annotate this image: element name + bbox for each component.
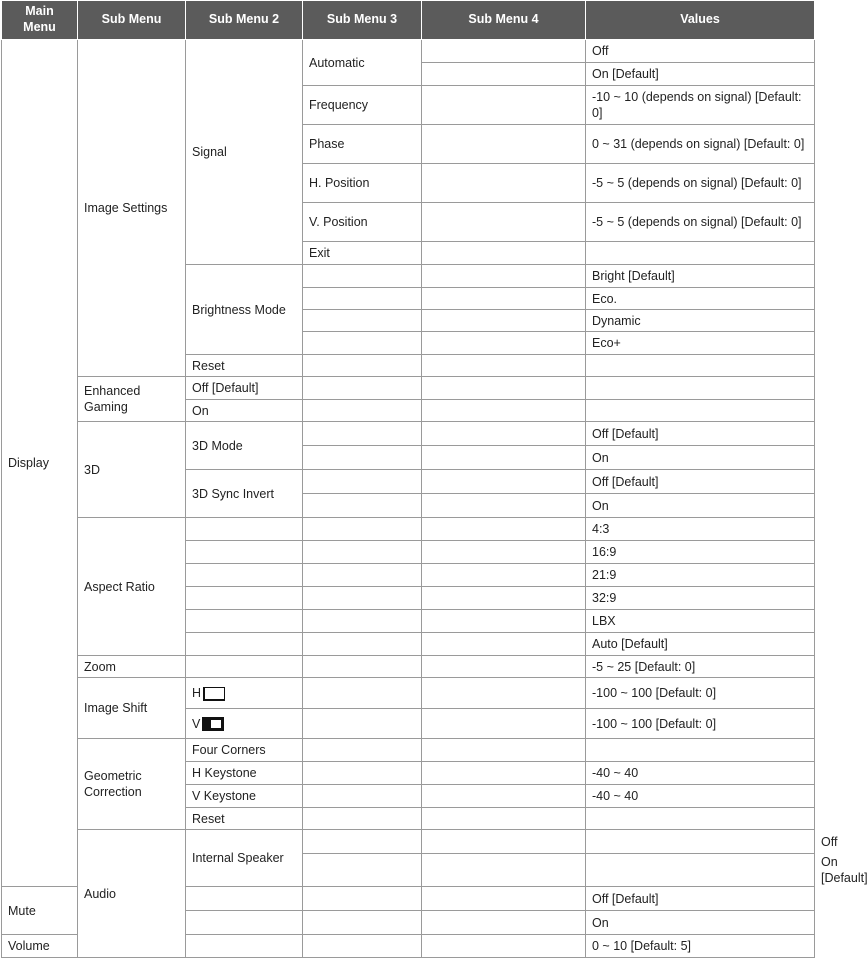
sub-menu-2-cell — [303, 830, 422, 854]
value-cell — [586, 355, 815, 377]
sub-menu-3-frequency: Frequency — [303, 86, 422, 125]
sub-menu-4-cell — [422, 164, 586, 203]
sub-menu-4-cell — [422, 739, 586, 762]
sub-menu-2-3d-mode: 3D Mode — [186, 422, 303, 470]
sub-menu-geometric-correction: Geometric Correction — [78, 739, 186, 830]
value-cell — [586, 808, 815, 830]
value-cell: 0 ~ 10 [Default: 5] — [586, 935, 815, 958]
value-cell: 0 ~ 31 (depends on signal) [Default: 0] — [586, 125, 815, 164]
value-cell: -10 ~ 10 (depends on signal) [Default: 0] — [586, 86, 815, 125]
header-main-menu: Main Menu — [2, 1, 78, 40]
sub-menu-3-cell — [303, 422, 422, 446]
sub-menu-3-cell — [303, 739, 422, 762]
value-cell: -100 ~ 100 [Default: 0] — [586, 678, 815, 709]
sub-menu-2-cell — [186, 633, 303, 656]
sub-menu-2-3d-sync-invert: 3D Sync Invert — [186, 470, 303, 518]
sub-menu-mute: Mute — [2, 887, 78, 935]
sub-menu-2-cell — [186, 541, 303, 564]
sub-menu-3-cell — [303, 762, 422, 785]
sub-menu-2-signal: Signal — [186, 40, 303, 265]
table-row — [2, 739, 815, 762]
sub-menu-3-cell — [303, 446, 422, 470]
sub-menu-2-v — [186, 709, 303, 739]
sub-menu-2-four-corners: Four Corners — [186, 739, 303, 762]
sub-menu-2-h — [186, 678, 303, 709]
sub-menu-4-cell — [422, 610, 586, 633]
h-label: H — [192, 686, 202, 700]
sub-menu-4-cell — [422, 125, 586, 164]
value-cell: Off [Default] — [586, 887, 815, 911]
sub-menu-4-cell — [422, 40, 586, 63]
main-menu-display: Display — [2, 40, 78, 887]
sub-menu-3-cell — [303, 332, 422, 355]
sub-menu-3-cell — [303, 678, 422, 709]
table-row — [2, 40, 815, 63]
sub-menu-3-cell — [303, 564, 422, 587]
sub-menu-image-settings: Image Settings — [78, 40, 186, 377]
sub-menu-2-brightness-mode: Brightness Mode — [186, 265, 303, 355]
sub-menu-3-cell — [422, 830, 586, 854]
sub-menu-2-cell — [186, 564, 303, 587]
value-cell: Auto [Default] — [586, 633, 815, 656]
sub-menu-4-cell — [586, 830, 815, 854]
sub-menu-2-h-keystone: H Keystone — [186, 762, 303, 785]
sub-menu-4-cell — [422, 564, 586, 587]
value-cell: Off [Default] — [586, 422, 815, 446]
h-shift-icon — [203, 687, 225, 701]
sub-menu-4-cell — [422, 86, 586, 125]
value-cell: Off [Default] — [586, 470, 815, 494]
sub-menu-4-cell — [422, 808, 586, 830]
value-cell: Off — [586, 40, 815, 63]
main-menu-audio: Audio — [78, 830, 186, 958]
sub-menu-4-cell — [422, 242, 586, 265]
sub-menu-3-cell — [422, 854, 586, 887]
sub-menu-2-cell — [186, 610, 303, 633]
value-cell: -40 ~ 40 — [586, 785, 815, 808]
sub-menu-3-cell — [303, 310, 422, 332]
value-cell — [586, 242, 815, 265]
value-cell: On [Default] — [586, 63, 815, 86]
sub-menu-2-cell — [303, 854, 422, 887]
table-row — [2, 656, 815, 678]
sub-menu-2-cell — [186, 518, 303, 541]
sub-menu-4-cell — [422, 400, 586, 422]
sub-menu-3d: 3D — [78, 422, 186, 518]
sub-menu-3-cell — [303, 587, 422, 610]
sub-menu-4-cell — [422, 355, 586, 377]
sub-menu-4-cell — [422, 377, 586, 400]
sub-menu-3-cell — [303, 355, 422, 377]
value-cell: 16:9 — [586, 541, 815, 564]
sub-menu-3-cell — [303, 400, 422, 422]
value-cell: Eco+ — [586, 332, 815, 355]
sub-menu-3-v-position: V. Position — [303, 203, 422, 242]
value-cell: Bright [Default] — [586, 265, 815, 288]
sub-menu-volume: Volume — [2, 935, 78, 958]
sub-menu-2-reset: Reset — [186, 808, 303, 830]
table-row — [2, 678, 815, 709]
header-values: Values — [586, 1, 815, 40]
table-row — [2, 518, 815, 541]
value-cell: LBX — [586, 610, 815, 633]
table-row — [2, 377, 815, 400]
sub-menu-4-cell — [422, 541, 586, 564]
value-cell: -40 ~ 40 — [586, 762, 815, 785]
value-cell: 4:3 — [586, 518, 815, 541]
sub-menu-3-cell — [303, 494, 422, 518]
value-cell: -100 ~ 100 [Default: 0] — [586, 709, 815, 739]
table-row: On [Default] — [2, 854, 815, 887]
value-cell: -5 ~ 5 (depends on signal) [Default: 0] — [586, 164, 815, 203]
sub-menu-2-cell — [186, 887, 303, 911]
sub-menu-4-cell — [422, 288, 586, 310]
sub-menu-3-automatic: Automatic — [303, 40, 422, 86]
v-label: V — [192, 716, 201, 731]
table-row — [2, 422, 815, 446]
sub-menu-3-cell — [303, 377, 422, 400]
header-sub-menu-4: Sub Menu 4 — [422, 1, 586, 40]
header-sub-menu-2: Sub Menu 2 — [186, 1, 303, 40]
sub-menu-3-phase: Phase — [303, 125, 422, 164]
sub-menu-4-cell — [422, 203, 586, 242]
value-cell: 21:9 — [586, 564, 815, 587]
value-cell: -5 ~ 25 [Default: 0] — [586, 656, 815, 678]
value-cell: On — [586, 494, 815, 518]
sub-menu-4-cell — [422, 587, 586, 610]
sub-menu-3-cell — [303, 656, 422, 678]
sub-menu-4-cell — [422, 518, 586, 541]
menu-table — [1, 0, 868, 958]
value-cell: 32:9 — [586, 587, 815, 610]
sub-menu-4-cell — [422, 709, 586, 739]
value-cell: On — [586, 446, 815, 470]
sub-menu-enhanced-gaming: Enhanced Gaming — [78, 377, 186, 422]
sub-menu-2-cell — [186, 911, 303, 935]
sub-menu-4-cell — [422, 494, 586, 518]
v-shift-icon — [202, 717, 224, 731]
value-cell: Dynamic — [586, 310, 815, 332]
sub-menu-4-cell — [422, 762, 586, 785]
value-cell: On — [586, 911, 815, 935]
sub-menu-3-cell — [303, 935, 422, 958]
sub-menu-image-shift: Image Shift — [78, 678, 186, 739]
value-cell — [586, 400, 815, 422]
sub-menu-3-cell — [303, 785, 422, 808]
sub-menu-3-cell — [303, 808, 422, 830]
sub-menu-3-cell — [303, 709, 422, 739]
sub-menu-2-off: Off [Default] — [186, 377, 303, 400]
sub-menu-4-cell — [422, 422, 586, 446]
sub-menu-4-cell — [422, 656, 586, 678]
sub-menu-4-cell — [422, 633, 586, 656]
sub-menu-4-cell — [586, 854, 815, 887]
value-cell: -5 ~ 5 (depends on signal) [Default: 0] — [586, 203, 815, 242]
sub-menu-3-exit: Exit — [303, 242, 422, 265]
sub-menu-2-reset: Reset — [186, 355, 303, 377]
header-row — [2, 1, 815, 40]
value-cell — [586, 739, 815, 762]
table-row: Audio Internal Speaker Off — [2, 830, 815, 854]
sub-menu-3-cell — [303, 887, 422, 911]
sub-menu-4-cell — [422, 265, 586, 288]
sub-menu-4-cell — [422, 470, 586, 494]
sub-menu-3-cell — [303, 518, 422, 541]
sub-menu-3-cell — [303, 288, 422, 310]
sub-menu-aspect-ratio: Aspect Ratio — [78, 518, 186, 656]
sub-menu-2-cell — [186, 656, 303, 678]
sub-menu-internal-speaker: Internal Speaker — [186, 830, 303, 887]
sub-menu-2-v-keystone: V Keystone — [186, 785, 303, 808]
sub-menu-2-on: On — [186, 400, 303, 422]
sub-menu-3-cell — [303, 265, 422, 288]
header-sub-menu-3: Sub Menu 3 — [303, 1, 422, 40]
header-sub-menu: Sub Menu — [78, 1, 186, 40]
sub-menu-4-cell — [422, 332, 586, 355]
sub-menu-3-cell — [303, 470, 422, 494]
sub-menu-3-cell — [303, 633, 422, 656]
sub-menu-3-cell — [303, 911, 422, 935]
sub-menu-4-cell — [422, 446, 586, 470]
sub-menu-4-cell — [422, 310, 586, 332]
sub-menu-4-cell — [422, 887, 586, 911]
sub-menu-zoom: Zoom — [78, 656, 186, 678]
sub-menu-3-h-position: H. Position — [303, 164, 422, 203]
sub-menu-3-cell — [303, 610, 422, 633]
sub-menu-2-cell — [186, 935, 303, 958]
sub-menu-4-cell — [422, 785, 586, 808]
sub-menu-4-cell — [422, 63, 586, 86]
sub-menu-4-cell — [422, 935, 586, 958]
sub-menu-3-cell — [303, 541, 422, 564]
sub-menu-2-cell — [186, 587, 303, 610]
value-cell — [586, 377, 815, 400]
value-cell: Eco. — [586, 288, 815, 310]
sub-menu-4-cell — [422, 911, 586, 935]
sub-menu-4-cell — [422, 678, 586, 709]
